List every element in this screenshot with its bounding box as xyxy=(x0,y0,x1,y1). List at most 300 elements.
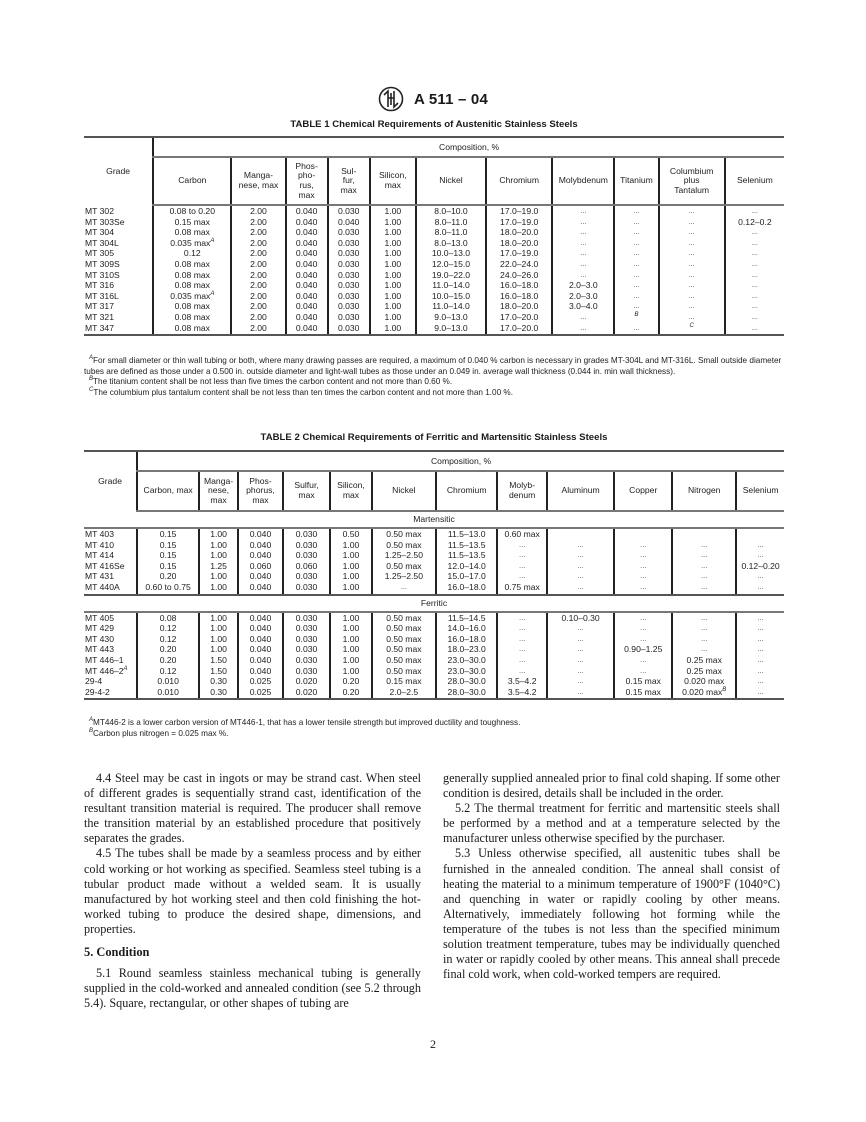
footnote: $^A$For small diameter or thin wall tubing or both, where many drawing passes are required, a maximum of 0.040 % carbon is necessary in grades MT-304L and MT-316L. Small outside diameter tubes are defined as those under a 0.500 in. outside diameter and light-wall tubes as those under an 0.049 in. average wall thickness (0.044 in. min wall thickness). xyxy=(84,355,782,376)
value-cell: 0.08 max xyxy=(153,280,231,291)
value-cell: 17.0–20.0 xyxy=(486,312,552,323)
value-cell: 23.0–30.0 xyxy=(436,655,497,666)
grade-cell: 29-4-2 xyxy=(84,687,137,700)
footnote: $^C$The columbium plus tantalum content shall be not less than ten times the carbon content and not more than 1.00 %. xyxy=(89,386,513,397)
value-cell: 0.030 xyxy=(283,634,330,645)
value-cell: 16.0–18.0 xyxy=(486,280,552,291)
value-cell: 1.00 xyxy=(370,205,416,217)
value-cell: 0.040 xyxy=(286,312,328,323)
value-cell: 11.5–13.0 xyxy=(436,528,497,540)
value-cell: 0.040 xyxy=(286,291,328,302)
footnote-mark: A xyxy=(89,717,94,723)
value-cell: ... xyxy=(547,582,614,595)
value-cell: 0.12 xyxy=(153,248,231,259)
column-header: Sulfur, max xyxy=(283,471,330,511)
value-cell: ... xyxy=(736,623,784,634)
value-cell: ... xyxy=(659,238,725,249)
column-header: Aluminum xyxy=(547,471,614,511)
value-cell: ... xyxy=(547,571,614,582)
footnote-mark: A xyxy=(210,290,215,297)
value-cell: 11.0–14.0 xyxy=(416,301,486,312)
value-cell: 3.0–4.0 xyxy=(552,301,614,312)
value-cell: 0.25 max xyxy=(672,666,736,677)
value-cell: ... xyxy=(547,655,614,666)
page-number: 2 xyxy=(430,1037,436,1051)
value-cell: ... xyxy=(672,550,736,561)
value-cell: 0.50 max xyxy=(372,666,436,677)
value-cell: 0.020 max xyxy=(672,676,736,687)
value-cell: 0.25 max xyxy=(672,655,736,666)
value-cell: 2.00 xyxy=(231,259,285,270)
composition-header: Composition, % xyxy=(137,451,784,471)
value-cell: ... xyxy=(497,623,547,634)
value-cell: 0.30 xyxy=(199,687,238,700)
value-cell: 0.15 max xyxy=(372,676,436,687)
value-cell: ... xyxy=(552,248,614,259)
value-cell: 1.50 xyxy=(199,655,238,666)
value-cell: 0.15 xyxy=(137,528,199,540)
value-cell: 11.5–13.5 xyxy=(436,550,497,561)
astm-logo-icon xyxy=(378,86,404,112)
value-cell: 0.010 xyxy=(137,676,199,687)
value-cell: 22.0–24.0 xyxy=(486,259,552,270)
value-cell: 0.030 xyxy=(283,623,330,634)
column-header: Selenium xyxy=(736,471,784,511)
table-row xyxy=(84,270,784,281)
value-cell: 0.040 xyxy=(238,623,283,634)
value-cell: 0.50 max xyxy=(372,528,436,540)
value-cell: 0.20 xyxy=(137,644,199,655)
value-cell: 0.040 xyxy=(328,217,370,228)
value-cell: 2.0–2.5 xyxy=(372,687,436,700)
value-cell: 1.25–2.50 xyxy=(372,550,436,561)
footnote-mark: B xyxy=(722,686,727,693)
value-cell: 0.08 max xyxy=(153,259,231,270)
value-cell: ... xyxy=(614,217,658,228)
value-cell: ... xyxy=(725,227,784,238)
value-cell: ... xyxy=(372,582,436,595)
value-cell: 18.0–23.0 xyxy=(436,644,497,655)
value-cell: 0.030 xyxy=(328,248,370,259)
value-cell: 0.030 xyxy=(328,312,370,323)
value-cell: 1.00 xyxy=(370,291,416,302)
value-cell: 0.040 xyxy=(286,217,328,228)
value-cell: ... xyxy=(497,655,547,666)
section-header-row xyxy=(84,511,784,528)
column-header: Molyb- denum xyxy=(497,471,547,511)
value-cell: 0.040 xyxy=(238,634,283,645)
value-cell: 0.12–0.20 xyxy=(736,561,784,572)
value-cell: 1.50 xyxy=(199,666,238,677)
value-cell: ... xyxy=(614,666,672,677)
value-cell: 0.50 max xyxy=(372,561,436,572)
footnote: $^B$The titanium content shall be not less than five times the carbon content and not more than 0.60 %. xyxy=(89,376,453,387)
value-cell: 2.00 xyxy=(231,227,285,238)
value-cell: 0.030 xyxy=(328,301,370,312)
value-cell: 11.0–14.0 xyxy=(416,280,486,291)
value-cell: 0.030 xyxy=(328,259,370,270)
value-cell: 2.00 xyxy=(231,205,285,217)
table-row xyxy=(84,644,784,655)
value-cell: 1.00 xyxy=(199,582,238,595)
value-cell: 10.0–13.0 xyxy=(416,248,486,259)
value-cell: 0.12–0.2 xyxy=(725,217,784,228)
value-cell: ... xyxy=(547,540,614,551)
value-cell: 11.5–13.5 xyxy=(436,540,497,551)
value-cell: 0.030 xyxy=(283,644,330,655)
table-row xyxy=(84,312,784,323)
value-cell: 0.20 xyxy=(330,687,372,700)
value-cell: ... xyxy=(736,676,784,687)
paragraph: 4.5 The tubes shall be made by a seamless process and by either cold working or hot working as specified. Seamless steel tubing is a tubular product made without a welded seam. It is usually manufactured by hot working steel and then cold finishing the hot-worked tubing to produce the desired shape, dimensions, and properties. xyxy=(84,846,421,936)
grade-cell: MT 304 xyxy=(85,227,114,238)
value-cell: 0.50 max xyxy=(372,540,436,551)
value-cell: ... xyxy=(497,666,547,677)
value-cell: 18.0–20.0 xyxy=(486,301,552,312)
value-cell: 0.040 xyxy=(238,528,283,540)
value-cell: ... xyxy=(736,550,784,561)
value-cell: 0.15 max xyxy=(614,687,672,700)
column-header: Nickel xyxy=(416,157,486,205)
value-cell: 0.030 xyxy=(283,571,330,582)
value-cell: 0.08 xyxy=(137,612,199,624)
value-cell: 0.030 xyxy=(283,655,330,666)
value-cell: 0.030 xyxy=(283,666,330,677)
value-cell: ... xyxy=(725,205,784,217)
column-header: Sul- fur, max xyxy=(328,157,370,205)
value-cell: 10.0–15.0 xyxy=(416,291,486,302)
value-cell: 2.00 xyxy=(231,291,285,302)
value-cell: ... xyxy=(659,248,725,259)
footnote-mark: B xyxy=(89,727,94,734)
value-cell: 0.030 xyxy=(328,280,370,291)
value-cell: 1.00 xyxy=(330,655,372,666)
table-row xyxy=(84,323,784,336)
standard-designation: A 511 – 04 xyxy=(413,90,488,108)
value-cell: 1.00 xyxy=(370,270,416,281)
value-cell xyxy=(659,323,725,336)
table-row xyxy=(84,205,784,217)
value-cell: ... xyxy=(497,644,547,655)
section-title: Martensitic xyxy=(84,511,784,528)
table2-caption: TABLE 2 Chemical Requirements of Ferritic and Martensitic Stainless Steels xyxy=(260,432,608,443)
value-cell: 1.00 xyxy=(370,259,416,270)
value-cell: 0.040 xyxy=(286,238,328,249)
value-cell: 8.0–11.0 xyxy=(416,227,486,238)
value-cell: ... xyxy=(659,227,725,238)
value-cell: 9.0–13.0 xyxy=(416,323,486,336)
grade-cell: 29-4 xyxy=(85,676,103,687)
value-cell: ... xyxy=(672,571,736,582)
body-column-left xyxy=(84,771,421,1011)
footnote: $^B$Carbon plus nitrogen = 0.025 max %. xyxy=(89,727,229,738)
value-cell: 0.15 max xyxy=(153,217,231,228)
value-cell: ... xyxy=(725,301,784,312)
column-header: Manga- nese, max xyxy=(199,471,238,511)
value-cell: 1.25 xyxy=(199,561,238,572)
value-cell: 17.0–19.0 xyxy=(486,205,552,217)
grade-header: Grade xyxy=(84,451,137,511)
value-cell: 2.00 xyxy=(231,280,285,291)
value-cell xyxy=(547,528,614,540)
value-cell: 19.0–22.0 xyxy=(416,270,486,281)
column-header: Phos- pho- rus, max xyxy=(286,157,328,205)
value-cell: 0.025 xyxy=(238,676,283,687)
value-cell: ... xyxy=(672,540,736,551)
table1-footnotes xyxy=(84,356,786,398)
value-cell: 8.0–10.0 xyxy=(416,205,486,217)
value-cell: 1.00 xyxy=(330,540,372,551)
value-cell: ... xyxy=(497,612,547,624)
value-cell: ... xyxy=(659,301,725,312)
value-cell: ... xyxy=(552,312,614,323)
grade-cell: MT 403 xyxy=(85,529,114,539)
value-cell: ... xyxy=(672,612,736,624)
value-cell: 0.040 xyxy=(238,582,283,595)
value-cell: ... xyxy=(659,205,725,217)
value-cell: 0.040 xyxy=(238,644,283,655)
value-cell: 0.040 xyxy=(238,550,283,561)
value-cell: ... xyxy=(614,634,672,645)
value-cell: 0.030 xyxy=(328,291,370,302)
value-cell: ... xyxy=(547,676,614,687)
value-cell: 1.00 xyxy=(330,666,372,677)
value-cell: ... xyxy=(547,550,614,561)
value-cell: ... xyxy=(614,623,672,634)
grade-cell: MT 414 xyxy=(85,550,114,561)
table2-footnotes xyxy=(84,718,786,739)
value-cell: ... xyxy=(725,291,784,302)
value-cell: 1.00 xyxy=(330,582,372,595)
value-cell: 24.0–26.0 xyxy=(486,270,552,281)
value-cell: 1.00 xyxy=(370,323,416,336)
value-cell: 0.040 xyxy=(238,666,283,677)
value-cell: 0.040 xyxy=(238,571,283,582)
value-cell: 0.12 xyxy=(137,634,199,645)
column-header: Phos- phorus, max xyxy=(238,471,283,511)
grade-cell: MT 443 xyxy=(85,644,114,655)
value-cell: ... xyxy=(552,217,614,228)
value-cell: ... xyxy=(659,259,725,270)
value-cell: ... xyxy=(736,540,784,551)
value-cell: 0.040 xyxy=(286,205,328,217)
value-cell: ... xyxy=(614,227,658,238)
value-cell: 0.010 xyxy=(137,687,199,700)
footnote-mark: B xyxy=(89,376,94,383)
value-cell: ... xyxy=(547,666,614,677)
value-cell: 1.00 xyxy=(330,644,372,655)
table-row xyxy=(84,259,784,270)
value-cell: 0.08 max xyxy=(153,301,231,312)
value-cell: 14.0–16.0 xyxy=(436,623,497,634)
value-cell: 12.0–14.0 xyxy=(436,561,497,572)
grade-cell: MT 410 xyxy=(85,539,114,550)
value-cell: 17.0–19.0 xyxy=(486,217,552,228)
value-cell: ... xyxy=(497,634,547,645)
column-header: Nickel xyxy=(372,471,436,511)
value-cell: ... xyxy=(552,227,614,238)
value-cell: 3.5–4.2 xyxy=(497,676,547,687)
value-cell: ... xyxy=(736,634,784,645)
value-cell: 0.030 xyxy=(283,612,330,624)
value-cell: 0.035 $\max^A$ xyxy=(153,238,231,249)
value-cell: 0.08 max xyxy=(153,323,231,336)
value-cell xyxy=(736,528,784,540)
value-cell: 0.50 max xyxy=(372,623,436,634)
column-header: Carbon xyxy=(153,157,231,205)
footnote-mark: A xyxy=(210,237,215,244)
value-cell: ... xyxy=(552,270,614,281)
value-cell: 0.020 $\max^B$ xyxy=(672,687,736,700)
value-cell: ... xyxy=(725,280,784,291)
value-cell: ... xyxy=(552,259,614,270)
column-header: Molybdenum xyxy=(552,157,614,205)
value-cell: 0.60 to 0.75 xyxy=(137,582,199,595)
grade-cell: MT 304L xyxy=(85,237,119,248)
grade-cell: MT 405 xyxy=(85,612,114,623)
table-row xyxy=(84,582,784,595)
grade-cell: MT 440A xyxy=(84,582,137,595)
value-cell: ... xyxy=(614,571,672,582)
value-cell: 0.030 xyxy=(283,550,330,561)
value-cell: 18.0–20.0 xyxy=(486,227,552,238)
value-cell: 1.00 xyxy=(330,550,372,561)
value-cell: ... xyxy=(614,270,658,281)
value-cell: 0.08 max xyxy=(153,227,231,238)
value-cell xyxy=(672,528,736,540)
value-cell: 0.50 max xyxy=(372,644,436,655)
grade-cell: MT 321 xyxy=(85,311,114,322)
table-row xyxy=(84,301,784,312)
value-cell: 2.00 xyxy=(231,248,285,259)
table-row xyxy=(84,655,784,666)
footnote-mark: C xyxy=(689,322,694,329)
value-cell: 1.00 xyxy=(370,301,416,312)
value-cell: 0.020 xyxy=(283,676,330,687)
value-cell: 1.00 xyxy=(330,571,372,582)
paragraph: 5.2 The thermal treatment for ferritic and martensitic steels shall be performed by a method and at a temperature selected by the manufacturer unless otherwise specified by the purchaser. xyxy=(443,801,780,846)
value-cell: 0.30 xyxy=(199,676,238,687)
value-cell: ... xyxy=(614,259,658,270)
value-cell: ... xyxy=(614,238,658,249)
value-cell: ... xyxy=(552,323,614,336)
table-row xyxy=(84,666,784,677)
value-cell: ... xyxy=(614,291,658,302)
value-cell: 0.08 to 0.20 xyxy=(153,205,231,217)
value-cell: 17.0–20.0 xyxy=(486,323,552,336)
value-cell: 1.00 xyxy=(199,550,238,561)
value-cell: 0.15 max xyxy=(614,676,672,687)
value-cell: 0.030 xyxy=(283,540,330,551)
value-cell: ... xyxy=(614,301,658,312)
grade-header: Grade xyxy=(84,137,153,205)
value-cell: 0.030 xyxy=(328,323,370,336)
value-cell: 0.060 xyxy=(238,561,283,572)
table-row xyxy=(84,612,784,624)
value-cell: 2.00 xyxy=(231,217,285,228)
value-cell: ... xyxy=(614,323,658,336)
footnote-mark: B xyxy=(634,311,639,318)
value-cell xyxy=(614,312,658,323)
value-cell: 8.0–13.0 xyxy=(416,238,486,249)
value-cell: ... xyxy=(614,612,672,624)
grade-cell: MT 316L xyxy=(85,290,119,301)
value-cell: 0.040 xyxy=(286,227,328,238)
value-cell: 12.0–15.0 xyxy=(416,259,486,270)
value-cell: 0.20 xyxy=(137,571,199,582)
table-row xyxy=(84,561,784,572)
value-cell: 0.08 max xyxy=(153,270,231,281)
value-cell: ... xyxy=(614,550,672,561)
table1-austenitic xyxy=(84,136,784,336)
column-header: Nitrogen xyxy=(672,471,736,511)
value-cell: ... xyxy=(725,323,784,336)
value-cell: 0.10–0.30 xyxy=(547,612,614,624)
grade-cell: MT 347 xyxy=(84,323,153,336)
value-cell: ... xyxy=(725,259,784,270)
column-header: Copper xyxy=(614,471,672,511)
grade-cell: MT 305 xyxy=(85,248,114,259)
value-cell: 0.040 xyxy=(286,259,328,270)
value-cell: ... xyxy=(659,291,725,302)
value-cell: 0.025 xyxy=(238,687,283,700)
value-cell: 0.040 xyxy=(286,323,328,336)
page-header xyxy=(0,86,866,112)
grade-cell: MT 430 xyxy=(85,633,114,644)
value-cell: ... xyxy=(497,550,547,561)
value-cell: ... xyxy=(672,644,736,655)
value-cell: 0.035 $\max^A$ xyxy=(153,291,231,302)
value-cell: ... xyxy=(547,634,614,645)
value-cell: 0.040 xyxy=(238,655,283,666)
value-cell: 0.60 max xyxy=(497,528,547,540)
grade-cell: MT 310S xyxy=(85,269,120,280)
table-row xyxy=(84,634,784,645)
value-cell: ... xyxy=(659,270,725,281)
value-cell: ... xyxy=(614,582,672,595)
value-cell: 1.00 xyxy=(199,634,238,645)
grade-cell: MT 446–1 xyxy=(85,654,124,665)
column-header: Titanium xyxy=(614,157,658,205)
value-cell: ... xyxy=(614,655,672,666)
value-cell: 0.20 xyxy=(330,676,372,687)
table1-caption: TABLE 1 Chemical Requirements of Austenitic Stainless Steels xyxy=(290,119,578,130)
grade-cell: MT 317 xyxy=(85,301,114,312)
value-cell: 0.040 xyxy=(238,612,283,624)
table-row xyxy=(84,238,784,249)
value-cell: ... xyxy=(497,561,547,572)
value-cell: 2.00 xyxy=(231,323,285,336)
value-cell: ... xyxy=(736,666,784,677)
grade-cell: MT $446-2^A$ xyxy=(85,665,128,676)
value-cell: 16.0–18.0 xyxy=(436,634,497,645)
value-cell: ... xyxy=(672,561,736,572)
value-cell: ... xyxy=(614,205,658,217)
grade-cell: MT 309S xyxy=(85,258,120,269)
value-cell: ... xyxy=(497,571,547,582)
section-header-row xyxy=(84,595,784,612)
value-cell: 8.0–11.0 xyxy=(416,217,486,228)
value-cell: ... xyxy=(736,687,784,700)
value-cell: 1.00 xyxy=(330,561,372,572)
grade-cell: MT 429 xyxy=(85,623,114,634)
value-cell: ... xyxy=(552,238,614,249)
value-cell: 0.08 max xyxy=(153,312,231,323)
value-cell: 23.0–30.0 xyxy=(436,666,497,677)
value-cell: 1.25–2.50 xyxy=(372,571,436,582)
value-cell: ... xyxy=(614,280,658,291)
value-cell: ... xyxy=(736,655,784,666)
